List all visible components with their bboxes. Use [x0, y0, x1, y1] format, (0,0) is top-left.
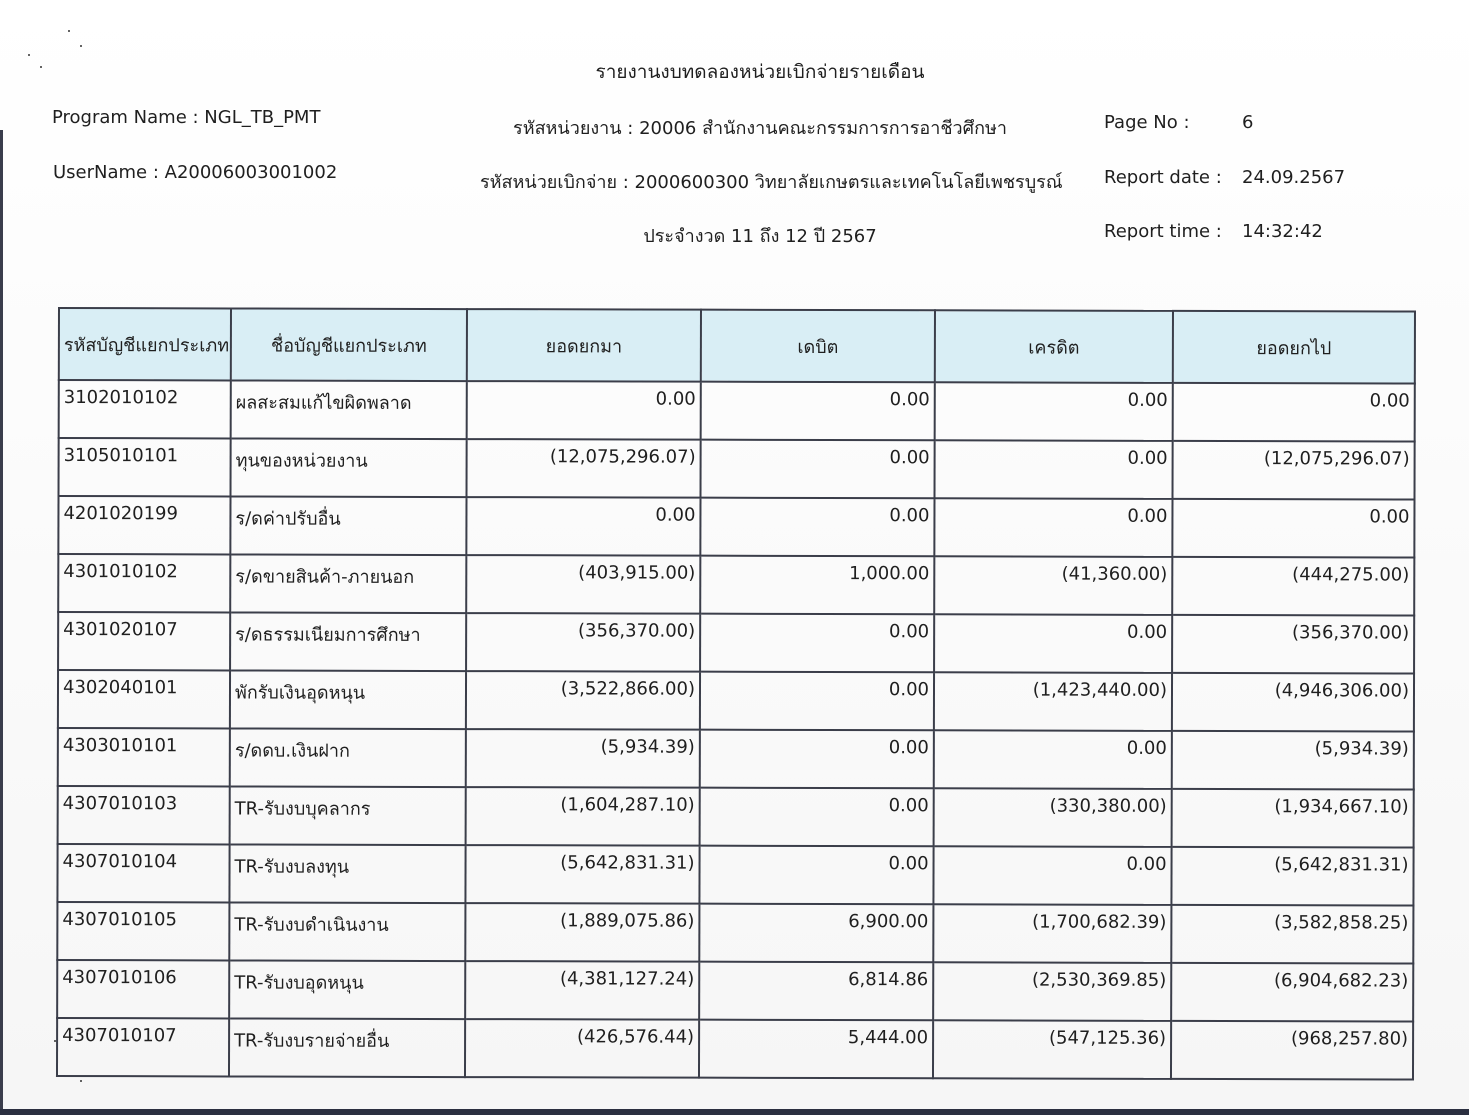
col-header-account-code: รหัสบัญชีแยกประเภท — [59, 308, 231, 380]
closing-balance-cell: (6,904,682.23) — [1171, 963, 1413, 1022]
opening-balance-cell: 0.00 — [466, 497, 700, 556]
closing-balance-cell: (4,946,306.00) — [1172, 673, 1414, 732]
table-row — [59, 438, 1415, 500]
credit-cell: (547,125.36) — [933, 1020, 1171, 1079]
closing-balance-cell: (12,075,296.07) — [1173, 441, 1415, 500]
account-name-cell: พักรับเงินอุดหนุน — [230, 670, 466, 729]
col-header-account-name: ชื่อบัญชีแยกประเภท — [231, 308, 467, 381]
paper-left-edge — [0, 130, 3, 1115]
account-code-cell: 4302040101 — [58, 670, 230, 728]
account-code-cell: 4307010106 — [57, 960, 229, 1018]
opening-balance-cell: (403,915.00) — [466, 555, 700, 614]
debit-cell: 0.00 — [701, 440, 935, 499]
trial-balance-table — [56, 307, 1416, 1081]
page-no-label: Page No : — [1104, 112, 1190, 133]
debit-cell: 0.00 — [701, 382, 935, 441]
col-header-closing-balance: ยอดยกไป — [1173, 311, 1415, 384]
table-row — [57, 960, 1413, 1022]
account-name-cell: ร/ดดบ.เงินฝาก — [230, 728, 466, 787]
report-date-label: Report date : — [1104, 167, 1222, 188]
account-code-cell: 4307010107 — [57, 1018, 229, 1076]
col-header-credit: เครดิต — [935, 310, 1173, 383]
closing-balance-cell: (968,257.80) — [1171, 1021, 1413, 1080]
account-code-cell: 3102010102 — [59, 380, 231, 438]
opening-balance-cell: (3,522,866.00) — [466, 671, 700, 730]
credit-cell: 0.00 — [934, 498, 1172, 557]
program-name: Program Name : NGL_TB_PMT — [52, 107, 321, 128]
account-code-cell: 4201020199 — [58, 496, 230, 554]
col-header-opening-balance: ยอดยกมา — [467, 309, 701, 382]
opening-balance-cell: (1,604,287.10) — [466, 787, 700, 846]
closing-balance-cell: 0.00 — [1172, 499, 1414, 558]
table-row — [59, 380, 1415, 442]
table-header-row — [59, 308, 1415, 384]
account-code-cell: 4307010105 — [57, 902, 229, 960]
account-code-cell: 3105010101 — [59, 438, 231, 496]
credit-cell: 0.00 — [934, 730, 1172, 789]
disbursement-unit-code: รหัสหน่วยเบิกจ่าย : 2000600300 วิทยาลัยเกษตรและเทคโนโลยีเพชรบูรณ์ — [480, 172, 1063, 193]
agency-code: รหัสหน่วยงาน : 20006 สำนักงานคณะกรรมการการอาชีวศึกษา — [513, 118, 1007, 139]
table-row — [58, 786, 1414, 848]
debit-cell: 0.00 — [700, 788, 934, 847]
table-row — [58, 728, 1414, 790]
account-name-cell: TR-รับงบอุดหนุน — [229, 960, 465, 1019]
closing-balance-cell: (1,934,667.10) — [1172, 789, 1414, 848]
account-name-cell: TR-รับงบบุคลากร — [230, 786, 466, 845]
paper-bottom-edge — [0, 1109, 1469, 1115]
report-title: รายงานงบทดลองหน่วยเบิกจ่ายรายเดือน — [595, 61, 925, 83]
opening-balance-cell: (426,576.44) — [465, 1019, 699, 1078]
account-code-cell: 4307010104 — [57, 844, 229, 902]
credit-cell: (330,380.00) — [934, 788, 1172, 847]
credit-cell: (2,530,369.85) — [933, 962, 1171, 1021]
dust-speck — [40, 66, 42, 68]
report-date-value: 24.09.2567 — [1242, 167, 1346, 188]
credit-cell: 0.00 — [935, 382, 1173, 441]
debit-cell: 0.00 — [700, 498, 934, 557]
opening-balance-cell: 0.00 — [467, 381, 701, 440]
closing-balance-cell: (356,370.00) — [1172, 615, 1414, 674]
dust-speck — [68, 30, 70, 32]
opening-balance-cell: (356,370.00) — [466, 613, 700, 672]
report-period: ประจำงวด 11 ถึง 12 ปี 2567 — [643, 226, 877, 247]
account-code-cell: 4301020107 — [58, 612, 230, 670]
debit-cell: 6,900.00 — [699, 904, 933, 963]
account-name-cell: TR-รับงบลงทุน — [229, 844, 465, 903]
closing-balance-cell: 0.00 — [1173, 383, 1415, 442]
credit-cell: (1,700,682.39) — [933, 904, 1171, 963]
credit-cell: 0.00 — [934, 614, 1172, 673]
page-no-value: 6 — [1242, 112, 1254, 133]
opening-balance-cell: (5,642,831.31) — [465, 845, 699, 904]
closing-balance-cell: (3,582,858.25) — [1171, 905, 1413, 964]
opening-balance-cell: (1,889,075.86) — [465, 903, 699, 962]
account-name-cell: ร/ดขายสินค้า-ภายนอก — [230, 554, 466, 613]
credit-cell: (1,423,440.00) — [934, 672, 1172, 731]
credit-cell: 0.00 — [935, 440, 1173, 499]
closing-balance-cell: (444,275.00) — [1172, 557, 1414, 616]
account-name-cell: ผลสะสมแก้ไขผิดพลาด — [231, 380, 467, 439]
debit-cell: 5,444.00 — [699, 1020, 933, 1079]
debit-cell: 6,814.86 — [699, 962, 933, 1021]
table-row — [58, 612, 1414, 674]
account-name-cell: TR-รับงบรายจ่ายอื่น — [229, 1018, 465, 1077]
table-row — [58, 496, 1414, 558]
table-row — [57, 902, 1413, 964]
user-name: UserName : A20006003001002 — [53, 162, 338, 183]
table-row — [58, 554, 1414, 616]
account-code-cell: 4301010102 — [58, 554, 230, 612]
debit-cell: 0.00 — [700, 672, 934, 731]
opening-balance-cell: (12,075,296.07) — [467, 439, 701, 498]
table-row — [57, 1018, 1413, 1080]
account-name-cell: ทุนของหน่วยงาน — [231, 438, 467, 497]
account-name-cell: ร/ดค่าปรับอื่น — [230, 496, 466, 555]
dust-speck — [80, 45, 82, 47]
closing-balance-cell: (5,642,831.31) — [1171, 847, 1413, 906]
col-header-debit: เดบิต — [701, 310, 935, 383]
closing-balance-cell: (5,934.39) — [1172, 731, 1414, 790]
debit-cell: 0.00 — [700, 730, 934, 789]
credit-cell: (41,360.00) — [934, 556, 1172, 615]
opening-balance-cell: (4,381,127.24) — [465, 961, 699, 1020]
credit-cell: 0.00 — [933, 846, 1171, 905]
debit-cell: 1,000.00 — [700, 556, 934, 615]
account-name-cell: TR-รับงบดำเนินงาน — [229, 902, 465, 961]
table-row — [57, 844, 1413, 906]
dust-speck — [80, 1080, 82, 1082]
table-row — [58, 670, 1414, 732]
report-time-value: 14:32:42 — [1242, 221, 1323, 242]
opening-balance-cell: (5,934.39) — [466, 729, 700, 788]
debit-cell: 0.00 — [700, 614, 934, 673]
debit-cell: 0.00 — [699, 846, 933, 905]
account-code-cell: 4303010101 — [58, 728, 230, 786]
report-time-label: Report time : — [1104, 221, 1222, 242]
account-code-cell: 4307010103 — [58, 786, 230, 844]
dust-speck — [28, 54, 30, 56]
account-name-cell: ร/ดธรรมเนียมการศึกษา — [230, 612, 466, 671]
